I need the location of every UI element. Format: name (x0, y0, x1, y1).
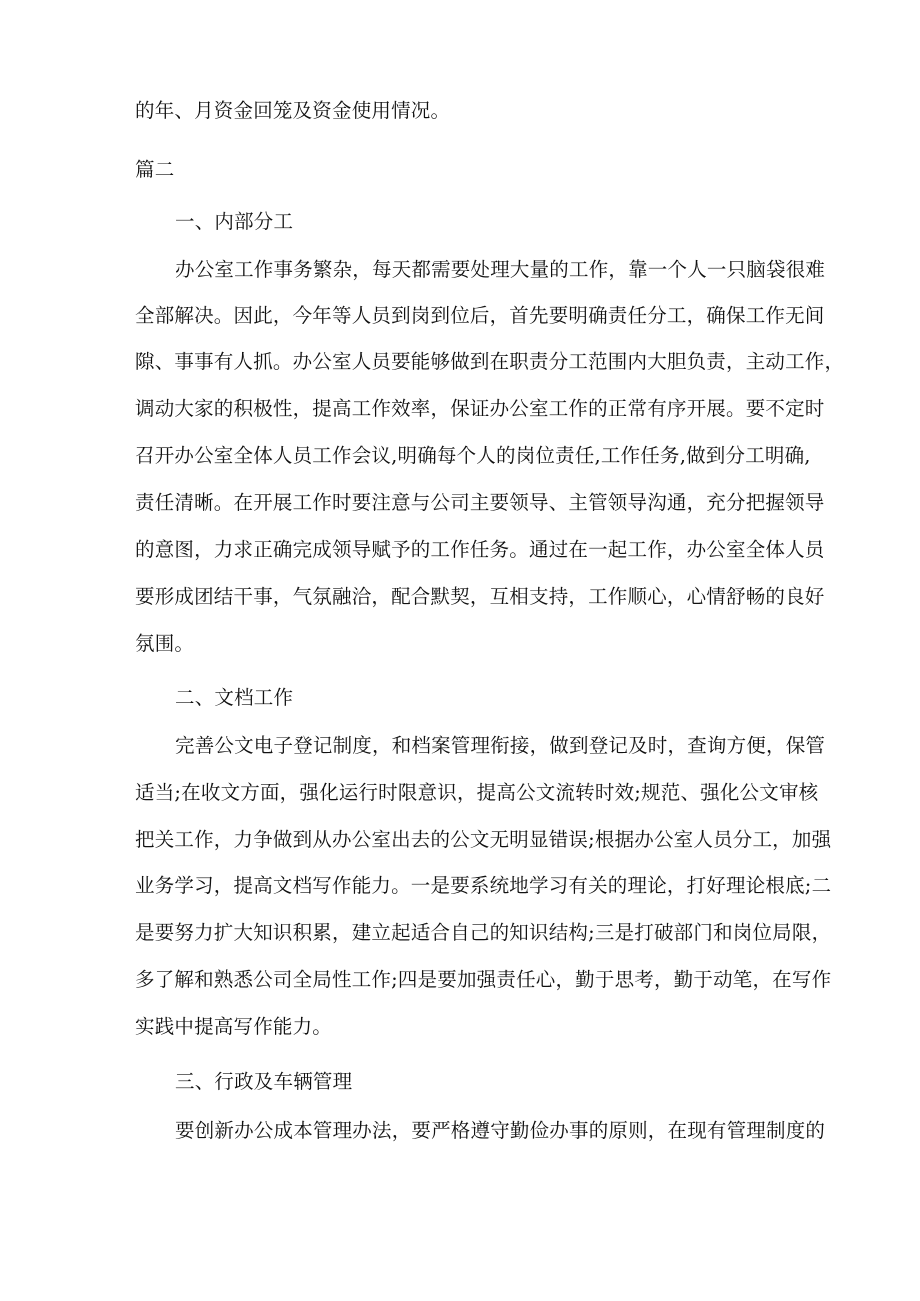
paragraph-line: 调动大家的积极性，提高工作效率，保证办公室工作的正常有序开展。要不定时 (135, 397, 825, 420)
paragraph-line: 实践中提高写作能力。 (135, 1015, 333, 1038)
paragraph-line: 全部解决。因此，今年等人员到岗到位后，首先要明确责任分工，确保工作无间 (135, 304, 825, 327)
paragraph-line: 的年、月资金回笼及资金使用情况。 (135, 99, 451, 122)
paragraph-line: 办公室工作事务繁杂，每天都需要处理大量的工作，靠一个人一只脑袋很难 (175, 258, 826, 281)
paragraph-line: 业务学习，提高文档写作能力。一是要系统地学习有关的理论，打好理论根底;二 (135, 874, 832, 897)
paragraph-line: 是要努力扩大知识积累，建立起适合自己的知识结构;三是打破部门和岗位局限， (135, 921, 832, 944)
section-label: 篇二 (135, 158, 175, 181)
paragraph-line: 的意图，力求正确完成领导赋予的工作任务。通过在一起工作，办公室全体人员 (135, 538, 825, 561)
paragraph-line: 完善公文电子登记制度，和档案管理衔接，做到登记及时，查询方便，保管 (175, 734, 826, 757)
section-heading: 三、行政及车辆管理 (175, 1070, 353, 1093)
section-heading: 一、内部分工 (175, 210, 294, 233)
paragraph-line: 召开办公室全体人员工作会议,明确每个人的岗位责任,工作任务,做到分工明确, (135, 444, 811, 467)
paragraph-line: 责任清晰。在开展工作时要注意与公司主要领导、主管领导沟通，充分把握领导 (135, 491, 825, 514)
paragraph-line: 要形成团结干事，气氛融洽，配合默契，互相支持，工作顺心，心情舒畅的良好 (135, 585, 825, 608)
section-heading: 二、文档工作 (175, 686, 294, 709)
paragraph-line: 适当;在收文方面，强化运行时限意识，提高公文流转时效;规范、强化公文审核 (135, 781, 819, 804)
paragraph-line: 要创新办公成本管理办法，要严格遵守勤俭办事的原则，在现有管理制度的 (175, 1119, 826, 1142)
paragraph-line: 隙、事事有人抓。办公室人员要能够做到在职责分工范围内大胆负责，主动工作， (135, 350, 845, 373)
paragraph-line: 把关工作，力争做到从办公室出去的公文无明显错误;根据办公室人员分工，加强 (135, 828, 832, 851)
paragraph-line: 多了解和熟悉公司全局性工作;四是要加强责任心，勤于思考，勤于动笔，在写作 (135, 968, 832, 991)
paragraph-line: 氛围。 (135, 632, 195, 655)
